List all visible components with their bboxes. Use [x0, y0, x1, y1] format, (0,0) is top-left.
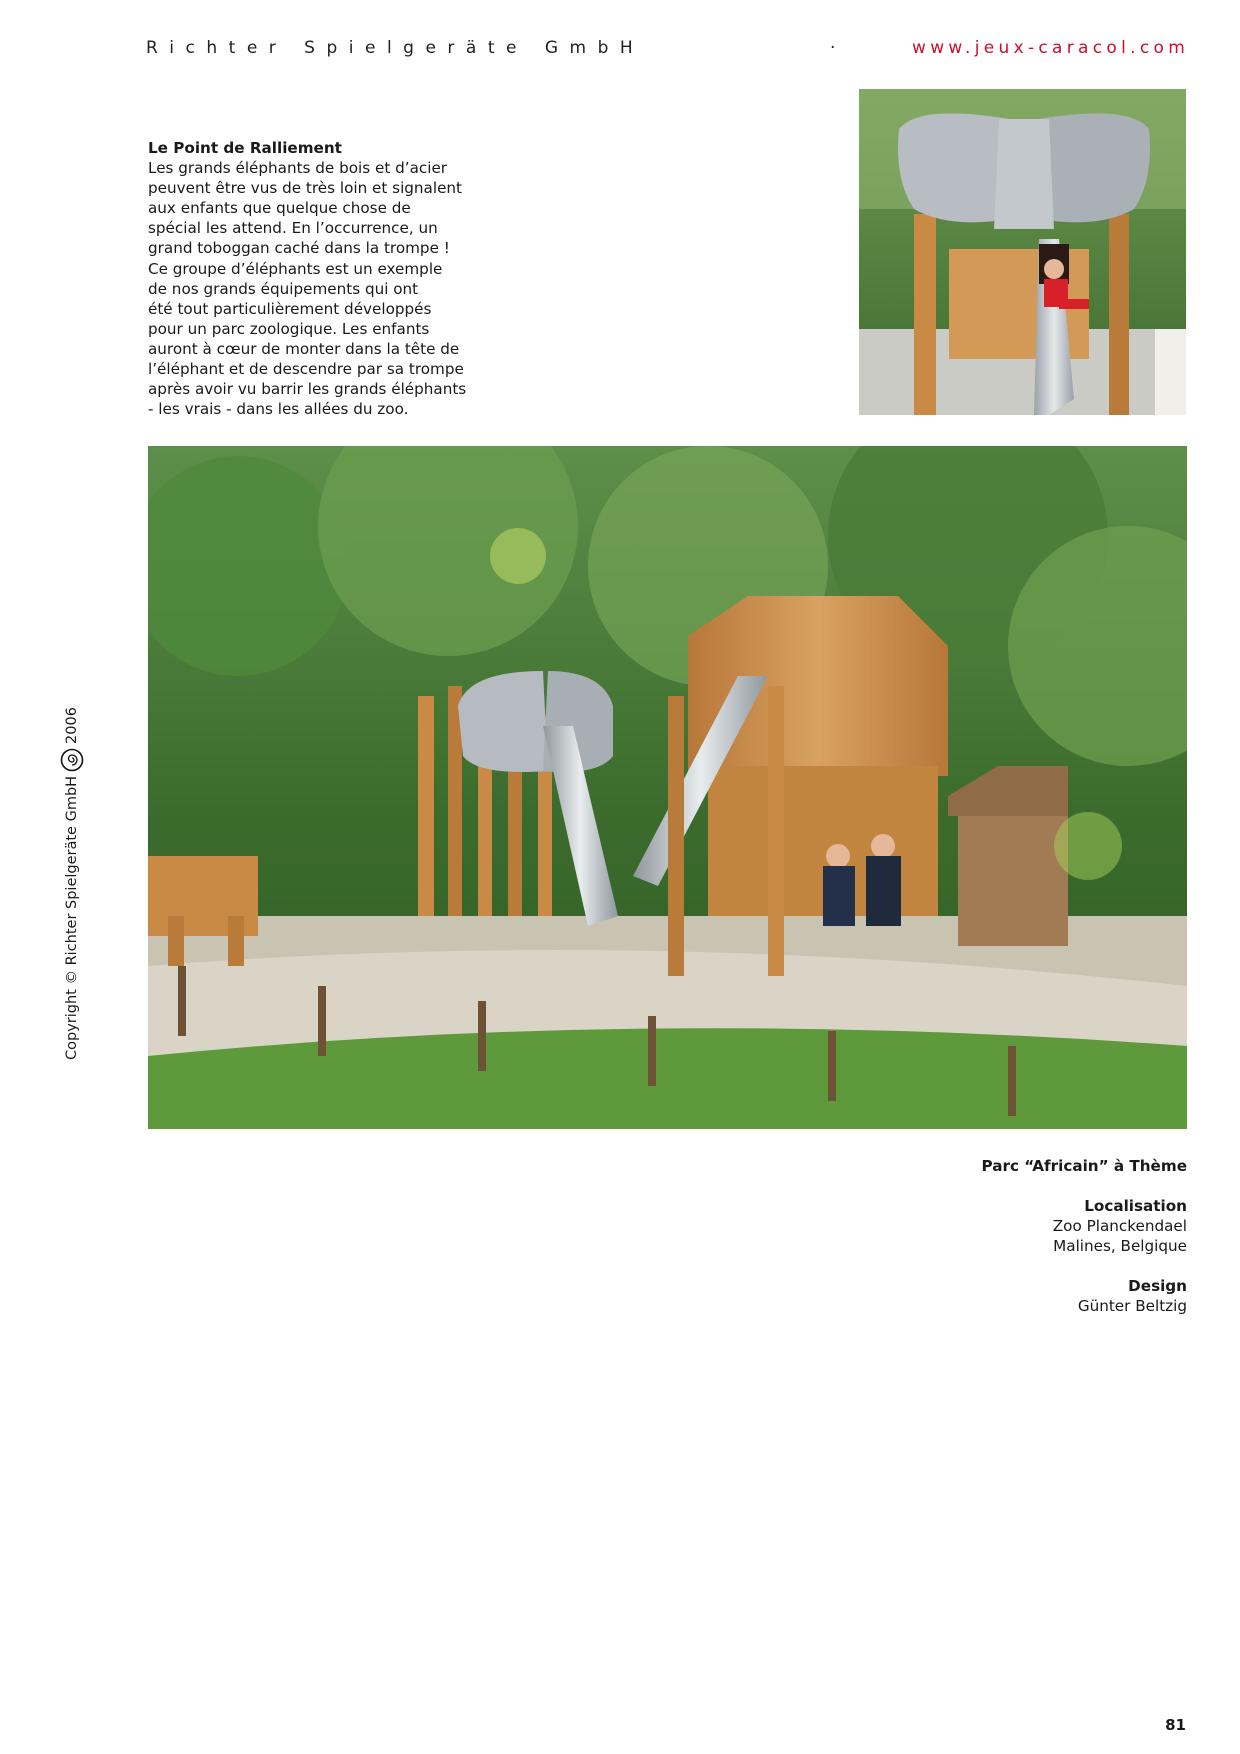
location-line-1: Zoo Planckendael	[1052, 1217, 1187, 1235]
design-heading: Design	[1128, 1277, 1187, 1295]
website-link[interactable]: www.jeux-caracol.com	[912, 38, 1190, 58]
caracol-snail-logo-icon	[60, 748, 84, 772]
intro-text-block	[148, 138, 478, 419]
elephant-slide-photo	[859, 89, 1186, 415]
intro-body: Les grands éléphants de bois et d’acier peuvent être vus de très loin et signalent aux enfants que quelque chose de spécial les attend. En l’occurrence, un grand toboggan caché dans la trompe ! Ce groupe d’éléphants est un exemple de nos grands équipements qui ont été tout particulièrement développés pour un parc zoologique. Les enfants auront à cœur de monter dans la tête de l’éléphant et de descendre par sa trompe après avoir vu barrir les grands éléphants - les vrais - dans les allées du zoo.	[148, 159, 467, 419]
project-name: Parc “Africain” à Thème	[981, 1157, 1187, 1175]
location-line-2: Malines, Belgique	[1053, 1237, 1187, 1255]
project-info	[827, 1156, 1187, 1316]
copyright-notice	[60, 707, 84, 1060]
header-separator: ·	[830, 38, 836, 58]
intro-title: Le Point de Ralliement	[148, 139, 342, 157]
copyright-year: 2006	[64, 707, 80, 744]
copyright-text: Copyright © Richter Spielgeräte GmbH	[64, 775, 80, 1060]
designer-name: Günter Beltzig	[1077, 1297, 1187, 1315]
page-number: 81	[1165, 1716, 1186, 1734]
location-heading: Localisation	[1084, 1197, 1187, 1215]
company-name: Richter Spielgeräte GmbH	[146, 38, 645, 58]
playground-photo	[148, 446, 1187, 1129]
